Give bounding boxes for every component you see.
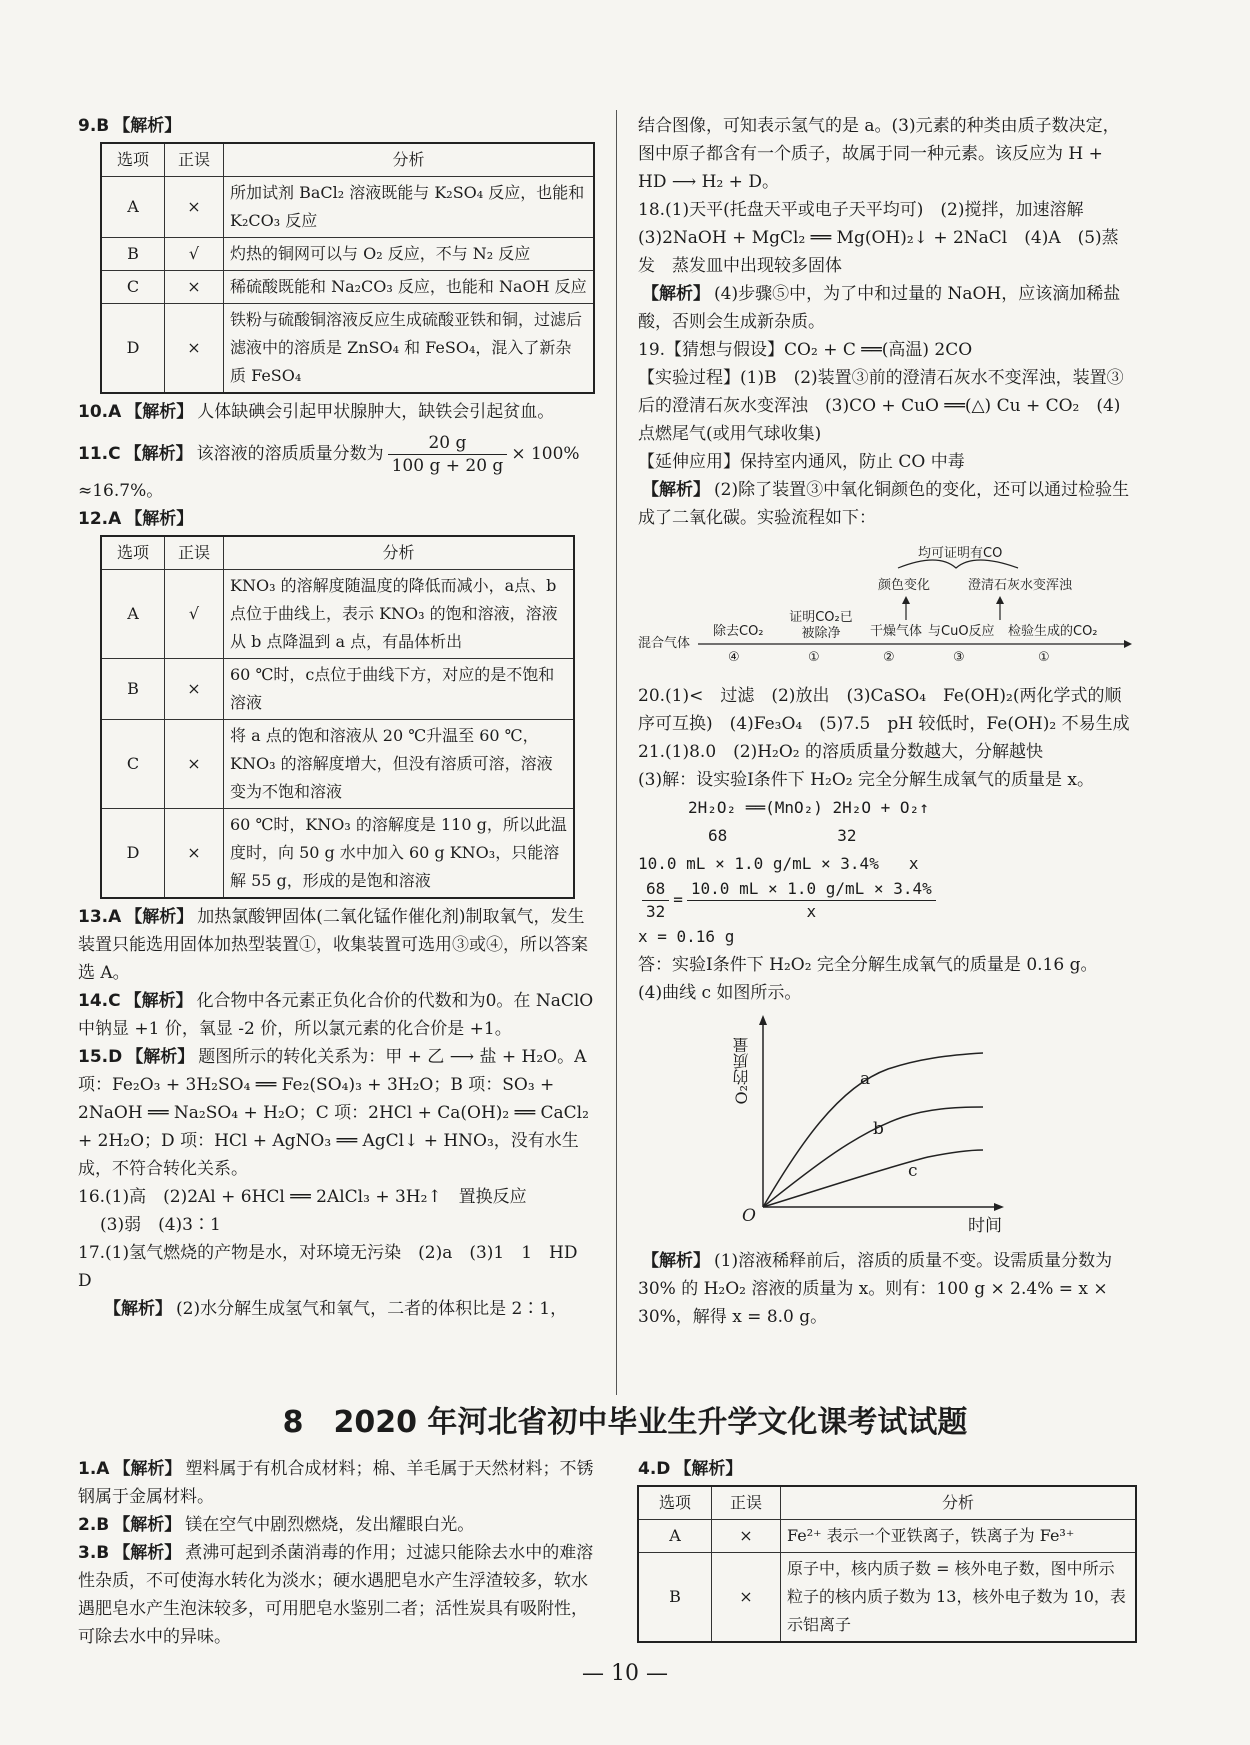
s8-q4-table: 选项 正误 分析 A × Fe²⁺ 表示一个亚铁离子，铁离子为 Fe³⁺ B × 原子中，核内质子数 = 核外电子数，图中所示粒子的核内质子数为 13，核外电子数为 10，表示铝离子 xyxy=(637,1485,1137,1643)
q21-molar-masses: 68 32 xyxy=(708,826,857,845)
graph-label-b: b xyxy=(873,1119,884,1139)
flow-step5: 检验生成的CO₂ xyxy=(1008,624,1098,639)
q13: 13.A 【解析】 加热氯酸钾固体(二氧化锰作催化剂)制取氧气，发生装置只能选用固体加热型装置①，收集装置可选用③或④，所以答案选 A。 xyxy=(78,907,588,983)
q19-application: 【延伸应用】保持室内通风，防止 CO 中毒 xyxy=(638,452,965,472)
flow-label-co: 均可证明有CO xyxy=(918,546,1003,561)
q11-result: ≈16.7%。 xyxy=(78,481,164,501)
q21-proportion: $\frac{68}{32}$ = $\frac{10.0 mL \times 1.0 g/mL \times 3.4\%}{x}$ xyxy=(638,878,1135,923)
q17-continued: 结合图像，可知表示氢气的是 a。(3)元素的种类由质子数决定，图中原子都含有一个质子，故属于同一种元素。该反应为 H + HD ⟶ H₂ + D。 xyxy=(638,116,1120,192)
q19-process: 【实验过程】(1)B (2)装置③前的澄清石灰水不变浑浊，装置③后的澄清石灰水变浑浊 (3)CO + CuO ══(△) Cu + CO₂ (4)点燃尾气(或用气球收集) xyxy=(638,368,1124,444)
q11-fraction: $\frac{20 g}{100 g + 20 g}$ xyxy=(388,432,508,477)
section8-left xyxy=(78,1455,598,1651)
column-divider xyxy=(616,110,617,1395)
graph-label-c: c xyxy=(908,1161,918,1181)
graph-axes xyxy=(638,1007,1135,1247)
q21-answer: 答：实验Ⅰ条件下 H₂O₂ 完全分解生成氧气的质量是 0.16 g。 xyxy=(638,955,1098,975)
q12-table: 选项 正误 分析 A √ KNO₃ 的溶解度随温度的降低而减小，a点、b点位于曲线上，表示 KNO₃ 的饱和溶液，溶液从 b 点降温到 a 点，有晶体析出 B × 60 ℃时，c点位于曲线下方，对应的是不饱和溶液 C × 将 a 点的饱和溶液从 20 ℃升温至 60 ℃，KNO₃ 的溶解度增大，但没有溶质可溶，溶液变为不饱和溶液 D × 60 ℃时，KNO₃ 的溶解度是 110 g，所以此温度时，向 50 g 水中加入 60 g KNO₃，只能溶解 55 g，形成的是饱和溶液 xyxy=(100,535,575,899)
q21-line1: 21.(1)8.0 (2)H₂O₂ 的溶质质量分数越大，分解越快 xyxy=(638,742,1044,762)
left-column xyxy=(78,112,598,1323)
flow-num2: ① xyxy=(808,650,820,665)
q16-line2: (3)弱 (4)3∶1 xyxy=(100,1215,221,1235)
flow-mixed-gas: 混合气体 xyxy=(638,636,691,651)
flow-label-color: 颜色变化 xyxy=(878,578,931,593)
flow-num5: ① xyxy=(1038,650,1050,665)
section8-right xyxy=(615,1455,1135,1647)
graph-label-a: a xyxy=(860,1069,871,1089)
q9-table: 选项 正误 分析 A × 所加试剂 BaCl₂ 溶液既能与 K₂SO₄ 反应，也能和 K₂CO₃ 反应 B √ 灼热的铜网可以与 O₂ 反应，不与 N₂ 反应 C × 稀硫酸既能和 Na₂CO₃ 反应，也能和 NaOH 反应 D × 铁粉与硫酸铜溶液反应生成硫酸亚铁和铜，过滤后滤液中的溶质是 ZnSO₄ 和 FeSO₄，混入了新杂质 FeSO₄ xyxy=(100,142,595,394)
q21-values: 10.0 mL × 1.0 g/mL × 3.4% x xyxy=(638,854,919,873)
q20: 20.(1)< 过滤 (2)放出 (3)CaSO₄ Fe(OH)₂(两化学式的顺序可互换) (4)Fe₃O₄ (5)7.5 pH 较低时，Fe(OH)₂ 不易生成 xyxy=(638,686,1130,734)
q18-solution: 【解析】 (4)步骤⑤中，为了中和过量的 NaOH，应该滴加稀盐酸，否则会生成新杂质。 xyxy=(638,284,1121,332)
flow-num1: ④ xyxy=(728,650,740,665)
section-title: 8 2020 年河北省初中毕业生升学文化课考试试题 xyxy=(282,1405,968,1440)
q19-hypothesis: 19.【猜想与假设】CO₂ + C ══(高温) 2CO xyxy=(638,340,973,360)
flow-step2: 证明CO₂已被除净 xyxy=(789,610,853,641)
s8-q3: 3.B 【解析】 煮沸可起到杀菌消毒的作用；过滤只能除去水中的难溶性杂质，不可使海水转化为淡水；硬水遇肥皂水产生浮渣较多，软水遇肥皂水产生泡沫较多，可用肥皂水鉴别二者；活性炭具有吸附性，可除去水中的异味。 xyxy=(78,1543,594,1647)
q21-solution: 【解析】 (1)溶液稀释前后，溶质的质量不变。设需质量分数为 30% 的 H₂O₂ 溶液的质量为 x。则有：100 g × 2.4% = x × 30%，解得 x = 8.0 g。 xyxy=(638,1251,1113,1327)
q14: 14.C 【解析】 化合物中各元素正负化合价的代数和为0。在 NaClO 中钠显 +1 价，氧显 -2 价，所以氯元素的化合价是 +1。 xyxy=(78,991,594,1039)
graph-origin: O xyxy=(742,1206,756,1226)
q21-part4: (4)曲线 c 如图所示。 xyxy=(638,983,802,1003)
q19-solution: 【解析】 (2)除了装置③中氧化铜颜色的变化，还可以通过检验生成了二氧化碳。实验流程如下： xyxy=(638,480,1130,528)
q17-solution: 【解析】 (2)水分解生成氢气和氧气，二者的体积比是 2∶1， xyxy=(104,1299,568,1319)
o2-mass-graph xyxy=(638,1007,1135,1247)
q21-result: x = 0.16 g xyxy=(638,927,735,946)
s8-q2: 2.B 【解析】 镁在空气中剧烈燃烧，发出耀眼白光。 xyxy=(78,1515,475,1535)
s8-q1: 1.A 【解析】 塑料属于有机合成材料；棉、羊毛属于天然材料；不锈钢属于金属材料。 xyxy=(78,1459,594,1507)
graph-xlabel: 时间 xyxy=(968,1216,1002,1236)
graph-ylabel: O₂的质量 xyxy=(732,1037,751,1105)
flow-step3: 干燥气体 xyxy=(870,624,923,639)
q10: 10.A 【解析】 人体缺碘会引起甲状腺肿大，缺铁会引起贫血。 xyxy=(78,402,555,422)
page-number: — 10 — xyxy=(582,1661,668,1686)
flow-num3: ② xyxy=(883,650,895,665)
flow-diagram xyxy=(638,532,1135,682)
q11: 11.C 【解析】 该溶液的溶质质量分数为 $\frac{20 g}{100 g + 20 g}$ × 100% xyxy=(78,433,580,476)
s8-q4: 4.D 【解析】 xyxy=(638,1459,743,1479)
q17-line1: 17.(1)氢气燃烧的产物是水，对环境无污染 (2)a (3)1 1 HD D xyxy=(78,1243,595,1291)
q9-heading: 9.B 【解析】 xyxy=(78,116,182,136)
q21-equation: 2H₂O₂ ══(MnO₂) 2H₂O + O₂↑ xyxy=(688,798,929,817)
q18: 18.(1)天平(托盘天平或电子天平均可) (2)搅拌，加速溶解 (3)2NaOH + MgCl₂ ══ Mg(OH)₂↓ + 2NaCl (4)A (5)蒸发 蒸发皿中出现较多固体 xyxy=(638,200,1119,276)
flow-step4: 与CuO反应 xyxy=(928,624,995,639)
flow-step1: 除去CO₂ xyxy=(713,624,764,639)
q16-line1: 16.(1)高 (2)2Al + 6HCl ══ 2AlCl₃ + 3H₂↑ 置换反应 xyxy=(78,1187,527,1207)
q15: 15.D 【解析】 题图所示的转化关系为：甲 + 乙 ⟶ 盐 + H₂O。A 项：Fe₂O₃ + 3H₂SO₄ ══ Fe₂(SO₄)₃ + 3H₂O；B 项：SO₃ + 2NaOH ══ Na₂SO₄ + H₂O；C 项：2HCl + Ca(OH)₂ ══ CaCl₂ + 2H₂O；D 项：HCl + AgNO₃ ══ AgCl↓ + HNO₃，没有水生成，不符合转化关系。 xyxy=(78,1047,589,1179)
flow-num4: ③ xyxy=(953,650,965,665)
curve-c xyxy=(763,1150,983,1207)
q12-heading: 12.A 【解析】 xyxy=(78,509,194,529)
flow-label-limewater: 澄清石灰水变浑浊 xyxy=(968,578,1073,593)
right-column xyxy=(638,112,1135,1331)
q21-line2: (3)解：设实验Ⅰ条件下 H₂O₂ 完全分解生成氧气的质量是 x。 xyxy=(638,770,1094,790)
